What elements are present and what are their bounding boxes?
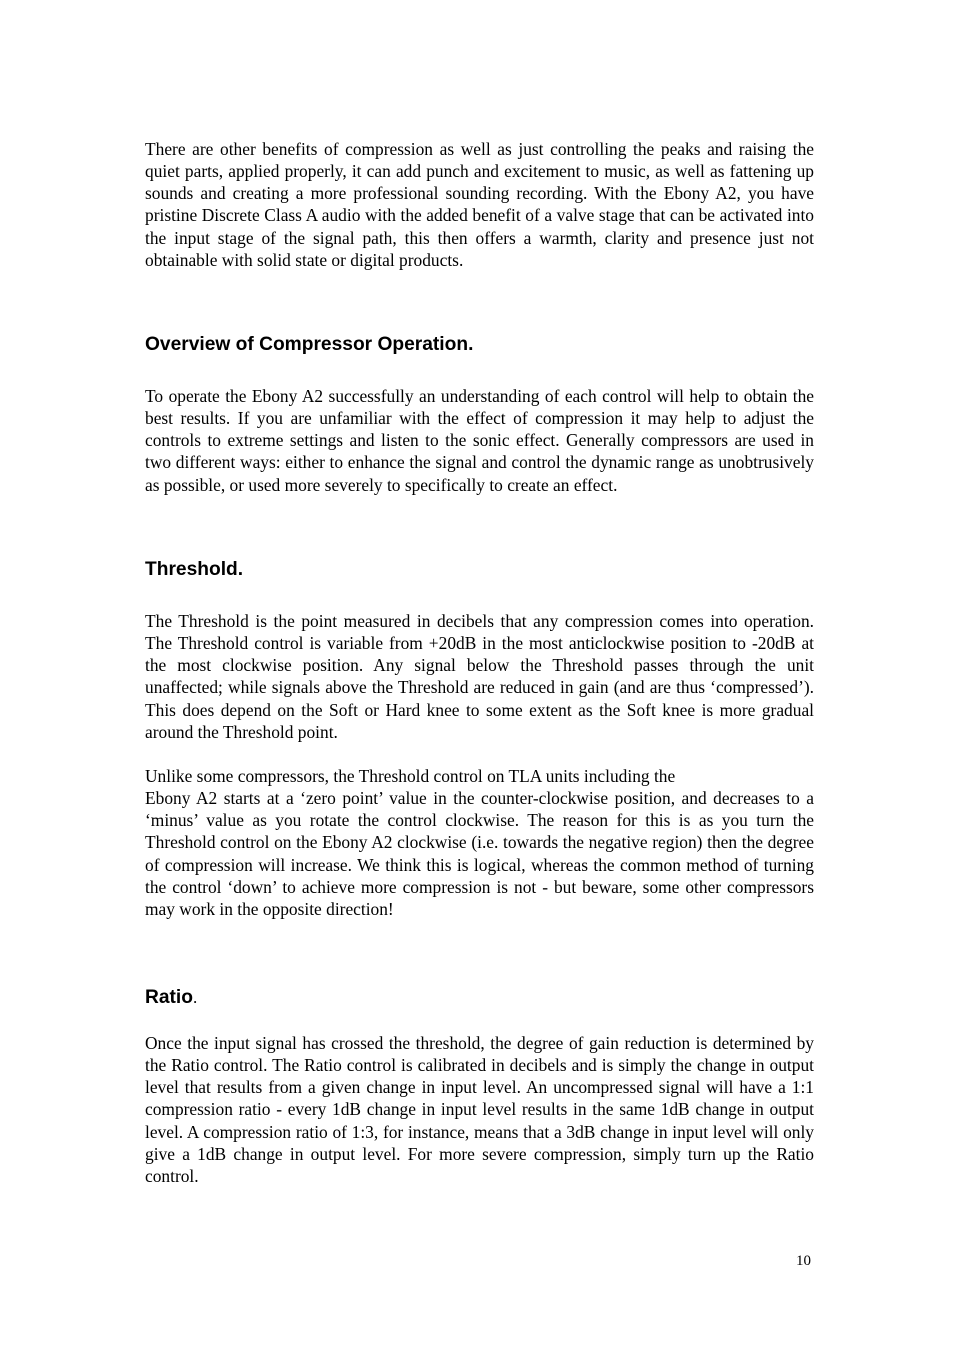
threshold-paragraph-2-rest: Ebony A2 starts at a ‘zero point’ value in the counter-clockwise position, and decreases to a ‘minus’ value as you rotate the control clockwise. The reason for this is as you turn the Threshold control on the Ebony A2 clockwise (i.e. towards the negative region) then the degree of compression will increase. We think this is logical, whereas the common method of turning the control ‘down’ to achieve more compression is not - but beware, some other compressors may work in the opposite direction!	[145, 788, 814, 919]
ratio-paragraph: Once the input signal has crossed the threshold, the degree of gain reduction is determined by the Ratio control. The Ratio control is calibrated in decibels and is simply the change in output level that results from a given change in input level. An uncompressed signal will have a 1:1 compression ratio - every 1dB change in input level results in the same 1dB change in output level. A compression ratio of 1:3, for instance, means that a 3dB change in input level will only give a 1dB change in output level. For more severe compression, simply turn up the Ratio control.	[145, 1033, 814, 1186]
overview-heading: Overview of Compressor Operation.	[145, 334, 474, 355]
intro-paragraph: There are other benefits of compression as well as just controlling the peaks and raising the quiet parts, applied properly, it can add punch and excitement to music, as well as fattening up sounds and creating a more professional sounding recording. With the Ebony A2, you have pristine Discrete Class A audio with the added benefit of a valve stage that can be activated into the input stage of the signal path, this then offers a warmth, clarity and presence just not obtainable with solid state or digital products.	[145, 139, 814, 270]
ratio-heading	[145, 986, 197, 1010]
ratio-heading-period: .	[192, 988, 198, 1007]
threshold-paragraph-2-first-line: Unlike some compressors, the Threshold control on TLA units including the	[145, 766, 676, 786]
ratio-heading-text: Ratio	[145, 987, 193, 1008]
threshold-paragraph-2	[145, 765, 814, 920]
threshold-paragraph-1: The Threshold is the point measured in decibels that any compression comes into operation. The Threshold control is variable from +20dB in the most anticlockwise position to -20dB at the most clockwise position. Any signal below the Threshold passes through the unit unaffected; while signals above the Threshold are reduced in gain (and are thus ‘compressed’). This does depend on the Soft or Hard knee to some extent as the Soft knee is more gradual around the Threshold point.	[145, 611, 814, 742]
overview-paragraph: To operate the Ebony A2 successfully an understanding of each control will help to obtain the best results. If you are unfamiliar with the effect of compression it may help to adjust the controls to extreme settings and listen to the sonic effect. Generally compressors are used in two different ways: either to enhance the signal and control the dynamic range as unobtrusively as possible, or used more severely to specifically to create an effect.	[145, 386, 814, 495]
page-number: 10	[796, 1253, 811, 1269]
threshold-heading: Threshold.	[145, 559, 244, 580]
